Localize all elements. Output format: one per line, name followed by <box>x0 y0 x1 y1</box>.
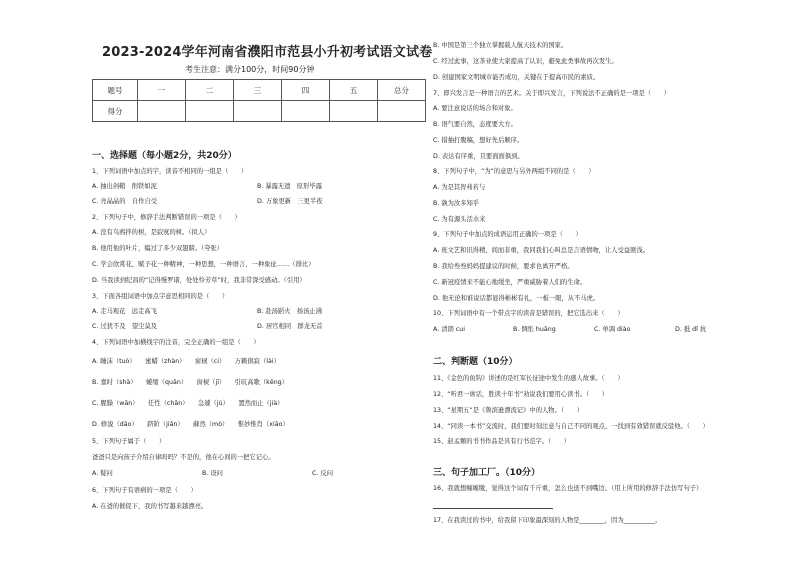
option[interactable]: B. 设问 <box>202 470 223 477</box>
section-heading-judge: 二、判断题（10分） <box>433 357 518 367</box>
score-table-header-row <box>93 80 426 101</box>
exam-note: 考生注意：满分100分，时间90分钟 <box>185 65 315 74</box>
option[interactable]: A. 清朗 cui <box>433 326 465 333</box>
option[interactable]: A. 疑问 <box>92 470 113 477</box>
score-cell: 得分 <box>93 101 138 122</box>
option[interactable]: B. 暴露无遗 原形毕露 <box>257 183 322 190</box>
option[interactable]: B. 惆怅 huāng <box>513 326 556 333</box>
section-heading-choice: 一、选择题（每小题2分，共20分） <box>92 151 237 161</box>
option[interactable]: C. 措抽打腹稿，想好先后顺序。 <box>433 137 524 144</box>
option[interactable]: A. 没有乌鸦拌的树，是寂寞的树。（拟人） <box>92 229 211 236</box>
option[interactable]: D. 居官相同 群龙无首 <box>257 323 323 330</box>
score-cell: 二 <box>186 80 234 101</box>
score-cell: 题号 <box>93 80 138 101</box>
option[interactable]: B. 嘉时（shà） 蜷缩（quān） 窗棂（jī） 引吭高歌（kēng） <box>92 379 288 386</box>
question-9: 9、下列句子中加点的成语运用正确的一项是（ ） <box>433 231 582 238</box>
question-5-sentence: 爸爸只是向孩子介绍自律吗吗？不是的，他在心间的一把它记心。 <box>92 454 275 461</box>
question-4: 4、下列词语中加横线字的注音，完全正确的一组是（ ） <box>92 339 260 346</box>
score-cell: 总分 <box>378 80 426 101</box>
question-2: 2、下列句子中，修辞手法判断错误的一项是（ ） <box>92 214 241 221</box>
option[interactable]: B. 中国是第三个独立掌握载人航天技术的国家。 <box>433 42 568 49</box>
score-table <box>92 79 426 122</box>
option[interactable]: A. 走马观花 远走高飞 <box>92 308 157 315</box>
judge-11[interactable]: 11、《金色的鱼钩》讲述的是红军长征途中发生的感人故事。（ ） <box>433 375 624 382</box>
option[interactable]: C. 经过此事，这茶业使大家提高了认识，避免此类事故再次发生。 <box>433 58 618 65</box>
question-3: 3、下面各组词语中加点字意思相同的是（ ） <box>92 293 229 300</box>
question-8: 8、下列句子中，“为”的意思与另外两组不同的是（ ） <box>433 168 595 175</box>
option[interactable]: B. 我给叁叁妈妈提建议的时候，要求也离开严格。 <box>433 263 574 270</box>
score-input-cell[interactable] <box>282 101 330 122</box>
judge-14[interactable]: 14、“同读一本书”交流时，我们要时刻注意与自己不同的观点，一找到有效错误就反驳他。（ ） <box>433 423 709 430</box>
option[interactable]: C. 学会欣赏花，赋予花一种精神，一种思想，一种语言，一种象征……（排比） <box>92 261 315 268</box>
judge-12[interactable]: 12、“听君一席话，胜读十年书”劝说我们要用心读书。（ ） <box>433 391 609 398</box>
question-6: 6、下列句子有语病的一项是（ ） <box>92 487 197 494</box>
option[interactable]: C. 腥臊（wān） 任性（chān） 急遽（jù） 置然而止（jià） <box>92 400 284 407</box>
option[interactable]: D. 万象更新 三更半夜 <box>257 198 323 205</box>
sentence-16: 16、我就想缠缠缴，觉得这个词有千斤重，怎么也送不到嘴边。（用上所用的修辞手法仿写句子） <box>433 485 703 492</box>
score-input-cell[interactable] <box>186 101 234 122</box>
question-5: 5、下列句子属于（ ） <box>92 438 166 445</box>
option[interactable]: A. 抽出剑鞘 削铁如泥 <box>92 183 157 190</box>
option[interactable]: C. 新冠疫情来不能心地缓坐，严重威胁着人们的生命。 <box>433 279 587 286</box>
option[interactable]: B. 他用他的叶片，编过了多少双翅膀。（夸张） <box>92 245 224 252</box>
option[interactable]: A. 班文艺和讯得精，间而非重，我同我们心叫总是言语情吻，让人受益匪浅。 <box>433 247 649 254</box>
score-input-cell[interactable] <box>378 101 426 122</box>
score-input-cell[interactable] <box>330 101 378 122</box>
option[interactable]: A. 要注意说话的场合和对象。 <box>433 105 517 112</box>
option[interactable]: A. 为是其智弗若与 <box>433 184 486 191</box>
option[interactable]: A. 睡沫（tuò） 蜜蜡（zhàn） 窗棂（ci） 万籁俱寂（lài） <box>92 358 280 365</box>
option[interactable]: D. 抵 dǐ 抗 <box>675 326 707 333</box>
judge-15[interactable]: 15、赵孟頫的书书作品是具有行书范字。（ ） <box>433 438 571 445</box>
score-cell: 五 <box>330 80 378 101</box>
option[interactable]: B. 孰为汝多知乎 <box>433 200 480 207</box>
question-7: 7、即兴发言是一种语言的艺术。关于即兴发言，下列说法不正确的是一项是（ ） <box>433 90 670 97</box>
score-cell: 四 <box>282 80 330 101</box>
option[interactable]: D. 当我读到纪昌的“记得慢罗诸，处处怜芳草”时，我非常深受感动。（引用） <box>92 277 306 284</box>
score-input-cell[interactable] <box>138 101 186 122</box>
option[interactable]: D. 他无论和谁说话都显得彬彬有礼，一板一眼，从不马虎。 <box>433 295 600 302</box>
judge-13[interactable]: 13、“星期五”是《鲁滨逊漂流记》中的人物。（ ） <box>433 407 583 414</box>
option[interactable]: C. 过犹不及 望尘莫及 <box>92 323 158 330</box>
option[interactable]: B. 赴汤蹈火 扬汤止沸 <box>257 308 322 315</box>
exam-title: 2023-2024学年河南省濮阳市范县小升初考试语文试卷 <box>102 45 433 60</box>
option[interactable]: C. 单调 diào <box>594 326 631 333</box>
question-10: 10、下列词语中有一个带点字的读音是错误的，把它选出来（ ） <box>433 310 624 317</box>
option[interactable]: D. 创建国家文明城市能否成功，关键在于提高市民的素质。 <box>433 74 600 81</box>
option[interactable]: A. 在爸的催促下，我的书写越来越漂亮。 <box>92 503 208 510</box>
section-heading-sentence: 三、句子加工厂。（10分） <box>433 468 541 478</box>
option[interactable]: C. 反问 <box>312 470 333 477</box>
option[interactable]: C. 亮晶晶的 自作自受 <box>92 198 158 205</box>
score-cell: 一 <box>138 80 186 101</box>
sentence-17[interactable]: 17、在我读过的书中，给我留下印象最深刻的人物是________，因为__________。 <box>433 517 662 524</box>
option[interactable]: D. 修浚（dāo） 跻阶（jiǎn） 蘇然（mò） 惟妙惟肖（xiāo） <box>92 421 289 428</box>
score-input-cell[interactable] <box>234 101 282 122</box>
score-cell: 三 <box>234 80 282 101</box>
score-table-score-row <box>93 101 426 122</box>
question-1: 1、下列词语中加点的字，读音不相同的一组是（ ） <box>92 168 248 175</box>
option[interactable]: C. 为有源头活水来 <box>433 216 486 223</box>
option[interactable]: B. 语气要自然，态度要大方。 <box>433 121 517 128</box>
option[interactable]: D. 表达有序重，且要面面俱到。 <box>433 153 524 160</box>
answer-line[interactable] <box>433 508 553 509</box>
